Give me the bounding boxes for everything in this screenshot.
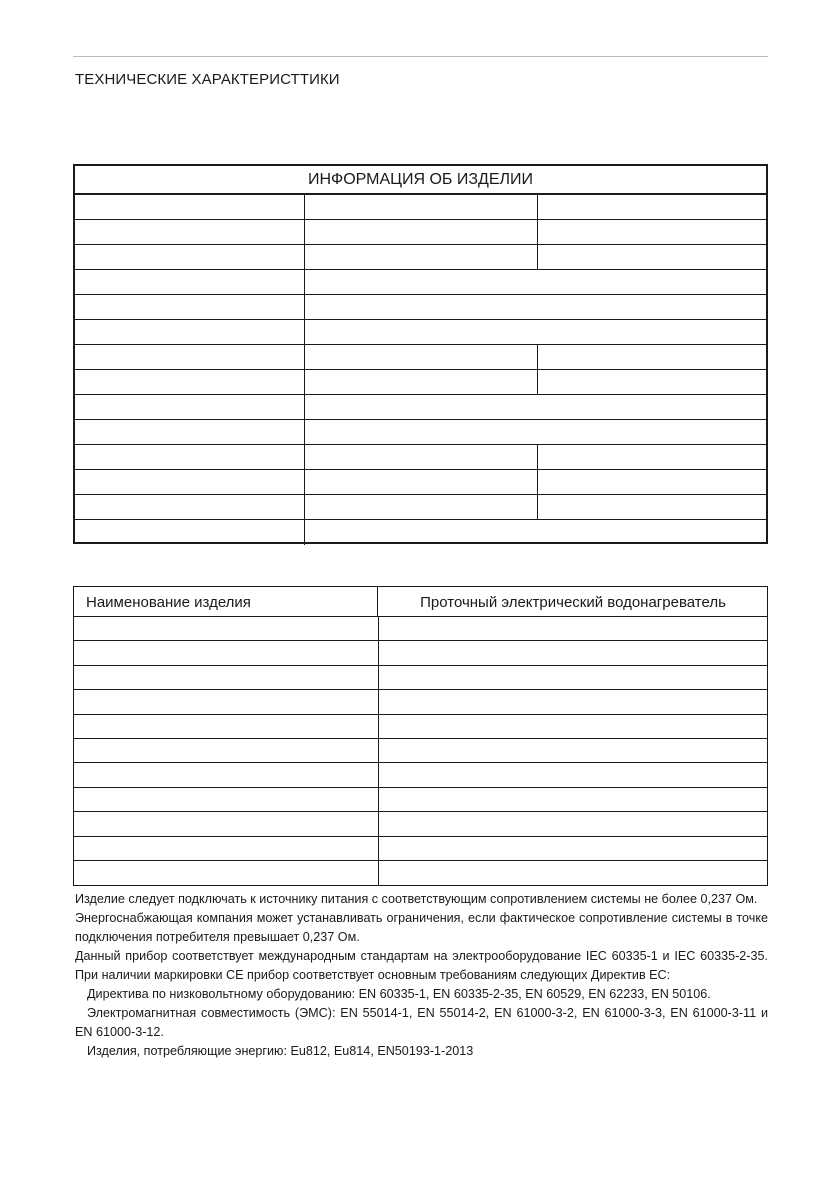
table-cell [379,837,767,860]
table-cell [74,617,379,640]
table-row [75,245,766,270]
spec-header-right: Проточный электрический водонагреватель [420,594,726,611]
table-cell [75,295,305,319]
spec-table-header [74,587,767,617]
table-cell [75,270,305,294]
table-cell [379,763,767,786]
table-cell [305,370,538,394]
table-cell [305,520,766,545]
table-cell [74,715,379,738]
product-info-table-header: ИНФОРМАЦИЯ ОБ ИЗДЕЛИИ [75,166,766,195]
product-info-table [73,164,768,544]
table-cell [538,445,766,469]
table-cell [75,445,305,469]
table-cell [75,495,305,519]
table-cell [379,812,767,835]
table-cell [305,345,538,369]
table-cell [75,320,305,344]
top-divider [73,56,768,57]
table-row [75,520,766,545]
table-cell [74,690,379,713]
table-cell [538,345,766,369]
table-cell [305,295,766,319]
table-row [75,495,766,520]
table-cell [74,812,379,835]
table-cell [74,641,379,664]
product-info-table-body [75,195,766,545]
table-cell [379,715,767,738]
table-row [75,270,766,295]
table-row [75,195,766,220]
table-cell [379,739,767,762]
table-cell [379,861,767,885]
table-cell [74,739,379,762]
note-energy-company: Энергоснабжающая компания может устанавливать ограничения, если фактическое сопротивление системы в точке подключения потребителя превышает 0,237 Ом. [75,911,768,944]
table-cell [75,470,305,494]
spec-header-left: Наименование изделия [74,587,378,616]
compliance-notes [75,890,768,1061]
table-cell [538,245,766,269]
table-row [74,715,767,739]
note-low-voltage-directive: Директива по низковольтному оборудованию: EN 60335-1, EN 60335-2-35, EN 60529, EN 62233, EN 50106. [87,987,711,1001]
table-cell [379,788,767,811]
table-row [74,837,767,861]
table-cell [75,420,305,444]
note-energy-products: Изделия, потребляющие энергию: Eu812, Eu814, EN50193-1-2013 [87,1044,474,1058]
table-cell [75,520,305,545]
table-cell [75,345,305,369]
table-row [74,861,767,885]
table-cell [538,370,766,394]
table-cell [305,420,766,444]
table-row [75,295,766,320]
table-cell [74,788,379,811]
spec-table [73,586,768,886]
table-cell [74,666,379,689]
table-row [75,445,766,470]
table-row [75,395,766,420]
table-row [74,812,767,836]
table-row [74,641,767,665]
table-cell [379,666,767,689]
table-row [74,617,767,641]
table-row [75,345,766,370]
note-standards: Данный прибор соответствует международным стандартам на электрооборудование IEC 60335-1 и IEC 60335-2-35. При наличии маркировки СЕ прибор соответствует основным требованиям следующих Директив ЕС: [75,949,768,982]
table-cell [74,861,379,885]
table-cell [305,495,538,519]
table-row [75,420,766,445]
table-cell [305,470,538,494]
table-cell [538,220,766,244]
table-cell [74,837,379,860]
table-row [75,370,766,395]
table-cell [379,641,767,664]
note-system-impedance: Изделие следует подключать к источнику питания с соответствующим сопротивлением системы не более 0,237 Ом. [75,892,758,906]
table-cell [75,220,305,244]
table-row [74,788,767,812]
table-cell [305,220,538,244]
table-cell [379,690,767,713]
table-row [74,763,767,787]
table-cell [305,395,766,419]
table-cell [305,445,538,469]
table-cell [305,320,766,344]
table-cell [538,495,766,519]
table-cell [379,617,767,640]
table-cell [305,195,538,219]
table-cell [75,370,305,394]
table-cell [74,763,379,786]
table-cell [75,395,305,419]
table-cell [305,270,766,294]
table-row [75,470,766,495]
page-title: ТЕХНИЧЕСКИЕ ХАРАКТЕРИСТТИКИ [75,71,340,88]
table-row [74,690,767,714]
table-cell [538,470,766,494]
table-cell [538,195,766,219]
table-cell [75,245,305,269]
spec-table-body [74,617,767,885]
table-row [75,320,766,345]
table-row [74,739,767,763]
table-row [75,220,766,245]
table-cell [75,195,305,219]
table-row [74,666,767,690]
note-emc-directive: Электромагнитная совместимость (ЭМС): EN 55014-1, EN 55014-2, EN 61000-3-2, EN 61000-3-3, EN 61000-3-11 и EN 61000-3-12. [75,1006,768,1039]
table-cell [305,245,538,269]
